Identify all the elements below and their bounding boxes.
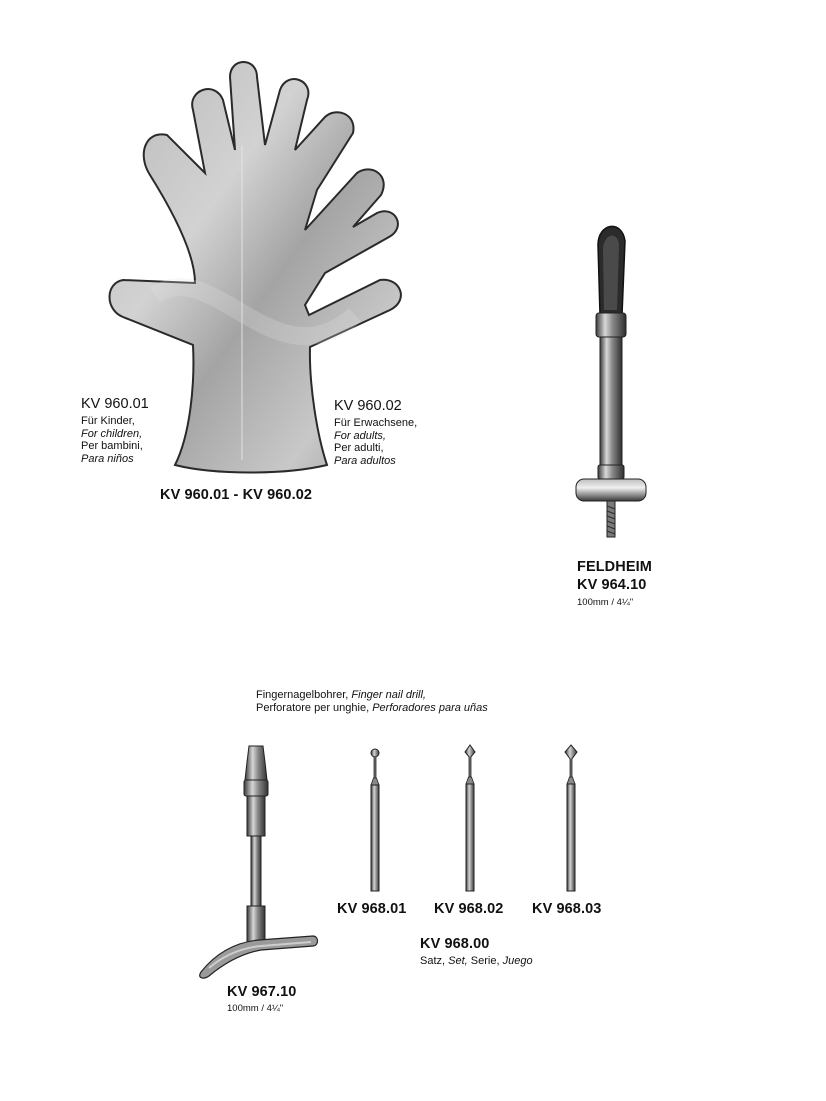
child-desc-it: Per bambini, (81, 440, 143, 452)
feldheim-extractor-illustration (570, 215, 655, 545)
child-desc-es: Para niños (81, 452, 134, 465)
drill-caption-de: Fingernagelbohrer, (256, 689, 349, 701)
drill-handle-size: 100mm / 4¼" (227, 1003, 284, 1014)
set-desc-de: Satz, (420, 955, 446, 967)
drill-caption (256, 689, 488, 714)
drill-caption-it: Perforatore per unghie, (256, 701, 370, 714)
set-desc-en: Set, (448, 955, 468, 967)
child-desc-en: For children, (81, 427, 143, 440)
extractor-size: 100mm / 4¼" (577, 597, 634, 608)
drill-bit-3-illustration (560, 743, 582, 895)
drill-caption-line2 (256, 702, 488, 715)
drill-caption-es: Perforadores para uñas (372, 701, 488, 714)
drill-bit-2-code: KV 968.02 (434, 901, 504, 917)
adult-desc-es: Para adultos (334, 454, 396, 467)
adult-desc-en: For adults, (334, 429, 386, 442)
adult-desc-it: Per adulti, (334, 442, 384, 454)
drill-handle-code: KV 967.10 (227, 984, 297, 1000)
drill-bit-2-illustration (460, 743, 480, 895)
drill-handle-illustration (195, 740, 325, 980)
drill-set-code: KV 968.00 (420, 936, 490, 952)
adult-desc-de: Für Erwachsene, (334, 417, 418, 429)
drill-bit-1-code: KV 968.01 (337, 901, 407, 917)
drill-bit-3-code: KV 968.03 (532, 901, 602, 917)
child-splint-code: KV 960.01 (81, 396, 149, 412)
child-splint-description (81, 415, 143, 465)
drill-caption-line1 (256, 689, 488, 702)
set-desc-es: Juego (502, 955, 533, 967)
extractor-code: KV 964.10 (577, 577, 647, 593)
adult-splint-code: KV 960.02 (334, 398, 402, 414)
child-desc-de: Für Kinder, (81, 415, 135, 427)
extractor-name: FELDHEIM (577, 559, 652, 575)
adult-splint-description (334, 417, 417, 467)
drill-caption-en: Finger nail drill, (351, 689, 426, 701)
splint-range-label: KV 960.01 - KV 960.02 (160, 487, 313, 503)
drill-set-description (420, 955, 533, 968)
drill-bit-1-illustration (365, 745, 385, 895)
set-desc-it: Serie, (470, 955, 500, 967)
